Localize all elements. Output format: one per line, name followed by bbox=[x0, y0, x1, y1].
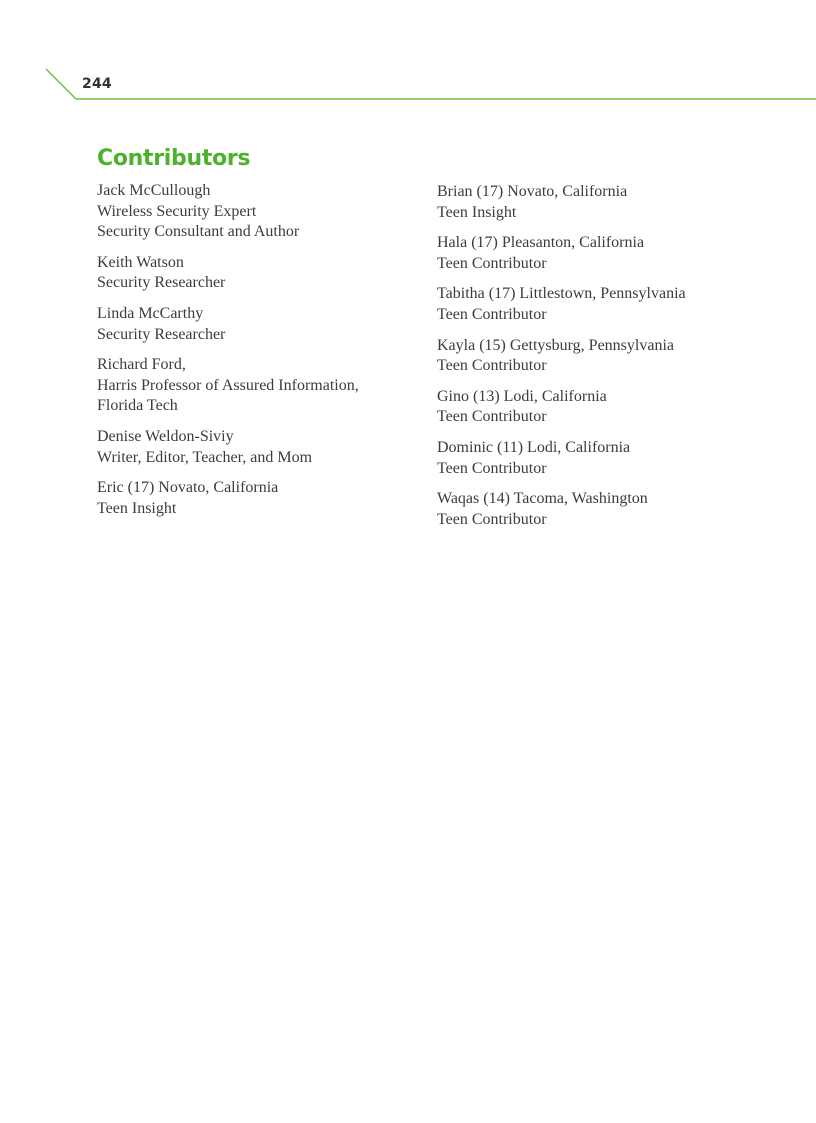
contributor-entry bbox=[97, 253, 407, 294]
contributor-entry bbox=[437, 438, 797, 479]
contributor-name: Richard Ford, bbox=[97, 356, 186, 374]
contributor-name: Brian (17) Novato, California bbox=[437, 183, 628, 200]
contributor-role: Security Researcher bbox=[97, 325, 226, 343]
section-title: Contributors bbox=[97, 146, 251, 171]
contributor-role: Security Consultant and Author bbox=[97, 223, 300, 241]
contributors-right-column bbox=[437, 182, 797, 540]
contributor-role: Teen Contributor bbox=[437, 510, 547, 528]
contributor-name: Hala (17) Pleasanton, California bbox=[437, 234, 645, 252]
contributor-role: Wireless Security Expert bbox=[97, 202, 257, 220]
contributor-role: Teen Contributor bbox=[437, 459, 547, 477]
contributor-name: Eric (17) Novato, California bbox=[97, 479, 279, 497]
contributor-role: Writer, Editor, Teacher, and Mom bbox=[97, 448, 313, 466]
contributor-name: Waqas (14) Tacoma, Washington bbox=[437, 490, 648, 508]
contributor-role: Teen Contributor bbox=[437, 254, 547, 272]
contributor-name: Linda McCarthy bbox=[97, 304, 204, 322]
contributor-entry bbox=[97, 427, 407, 468]
contributor-entry bbox=[97, 181, 407, 243]
contributor-entry bbox=[97, 304, 407, 345]
contributor-name: Jack McCullough bbox=[97, 182, 211, 199]
contributor-entry bbox=[437, 182, 797, 223]
contributor-name: Dominic (11) Lodi, California bbox=[437, 438, 631, 456]
contributor-name: Kayla (15) Gettysburg, Pennsylvania bbox=[437, 336, 674, 354]
contributor-role: Teen Contributor bbox=[437, 357, 547, 375]
contributors-left-column bbox=[97, 181, 407, 529]
contributor-role: Harris Professor of Assured Information, bbox=[97, 376, 359, 394]
contributor-name: Gino (13) Lodi, California bbox=[437, 387, 607, 405]
contributor-name: Tabitha (17) Littlestown, Pennsylvania bbox=[437, 285, 686, 303]
contributor-entry bbox=[437, 489, 797, 530]
contributor-name: Keith Watson bbox=[97, 253, 184, 271]
contributor-entry bbox=[97, 478, 407, 519]
contributor-role: Teen Insight bbox=[437, 203, 517, 221]
header-diagonal-line bbox=[46, 69, 76, 99]
contributor-role: Teen Insight bbox=[97, 499, 177, 517]
contributor-role: Teen Contributor bbox=[437, 408, 547, 426]
header-rule bbox=[0, 0, 816, 110]
contributor-role: Florida Tech bbox=[97, 397, 178, 415]
contributor-entry bbox=[97, 355, 407, 417]
page-number: 244 bbox=[82, 76, 112, 92]
contributor-entry bbox=[437, 336, 797, 377]
contributor-entry bbox=[437, 284, 797, 325]
contributor-entry bbox=[437, 387, 797, 428]
contributor-role: Security Researcher bbox=[97, 274, 226, 292]
contributor-entry bbox=[437, 233, 797, 274]
page-header bbox=[0, 0, 816, 110]
contributor-name: Denise Weldon-Siviy bbox=[97, 427, 234, 445]
contributor-role: Teen Contributor bbox=[437, 305, 547, 323]
